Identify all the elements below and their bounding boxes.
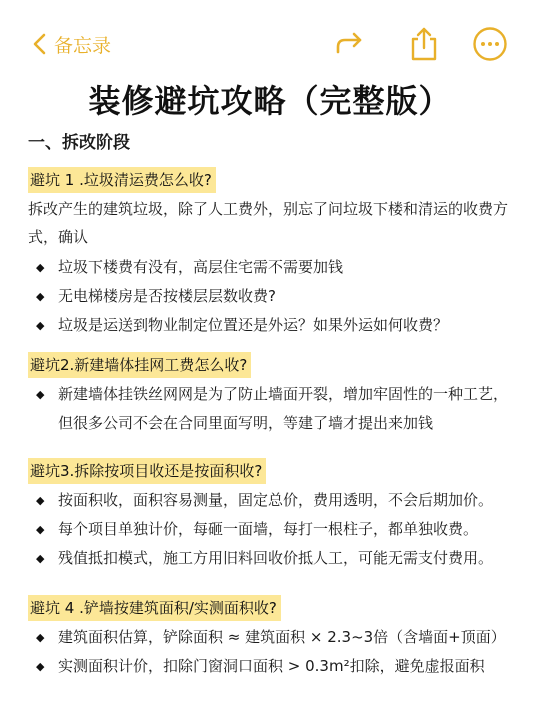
diamond-bullet-icon: ◆ (36, 319, 45, 332)
pitfall-highlight: 避坑3.拆除按项目收还是按面积收? (28, 458, 266, 484)
redo-icon (332, 26, 368, 62)
diamond-bullet-icon: ◆ (36, 660, 45, 673)
bullet-list (28, 623, 518, 681)
list-item: ◆ 新建墙体挂铁丝网网是为了防止墙面开裂，增加牢固性的一种工艺，但很多公司不会在合同里面写明，等建了墙才提出来加钱 (28, 380, 518, 438)
chevron-left-icon (32, 32, 48, 56)
diamond-bullet-icon: ◆ (36, 523, 45, 536)
diamond-bullet-icon: ◆ (36, 290, 45, 303)
pitfall-highlight: 避坑 1 .垃圾清运费怎么收? (28, 167, 216, 193)
list-item: ◆ 无电梯楼房是否按楼层层数收费? (28, 282, 518, 311)
list-item: ◆ 每个项目单独计价，每砸一面墙，每打一根柱子，都单独收费。 (28, 515, 518, 544)
list-item: ◆ 残值抵扣模式，施工方用旧料回收价抵人工，可能无需支付费用。 (28, 544, 518, 573)
redo-button[interactable] (332, 26, 368, 62)
more-icon (472, 26, 508, 62)
pitfall-text: 拆改产生的建筑垃圾，除了人工费外，别忘了问垃圾下楼和清运的收费方式，确认 (28, 200, 509, 246)
list-item: ◆ 建筑面积估算，铲除面积 ≈ 建筑面积 × 2.3~3倍（含墙面+顶面） (28, 623, 518, 652)
list-item: ◆ 垃圾下楼费有没有，高层住宅需不需要加钱 (28, 253, 518, 282)
diamond-bullet-icon: ◆ (36, 631, 45, 644)
list-item: ◆ 实测面积计价，扣除门窗洞口面积 > 0.3m²扣除，避免虚报面积 (28, 652, 518, 681)
diamond-bullet-icon: ◆ (36, 388, 45, 401)
pitfall-4 (28, 595, 518, 681)
diamond-bullet-icon: ◆ (36, 552, 45, 565)
pitfall-3 (28, 458, 518, 573)
list-item: ◆ 垃圾是运送到物业制定位置还是外运？如果外运如何收费？ (28, 311, 518, 340)
back-button[interactable] (32, 29, 111, 59)
pitfall-2 (28, 352, 518, 438)
note-title: 装修避坑攻略（完整版） (88, 82, 452, 120)
pitfall-1 (28, 167, 518, 340)
diamond-bullet-icon: ◆ (36, 261, 45, 274)
pitfall-highlight: 避坑 4 .铲墙按建筑面积/实测面积收? (28, 595, 281, 621)
list-item: ◆ 按面积收，面积容易测量，固定总价，费用透明，不会后期加价。 (28, 486, 518, 515)
navigation-bar (0, 0, 540, 80)
diamond-bullet-icon: ◆ (36, 494, 45, 507)
back-label: 备忘录 (54, 34, 112, 57)
section-heading: 一、拆改阶段 (28, 133, 130, 153)
bullet-list (28, 486, 518, 573)
note-body[interactable] (28, 128, 518, 693)
pitfall-highlight: 避坑2.新建墙体挂网工费怎么收? (28, 352, 251, 378)
share-icon (406, 26, 442, 62)
bullet-list (28, 380, 518, 438)
more-button[interactable] (472, 26, 508, 62)
bullet-list (28, 253, 518, 340)
share-button[interactable] (406, 26, 442, 62)
